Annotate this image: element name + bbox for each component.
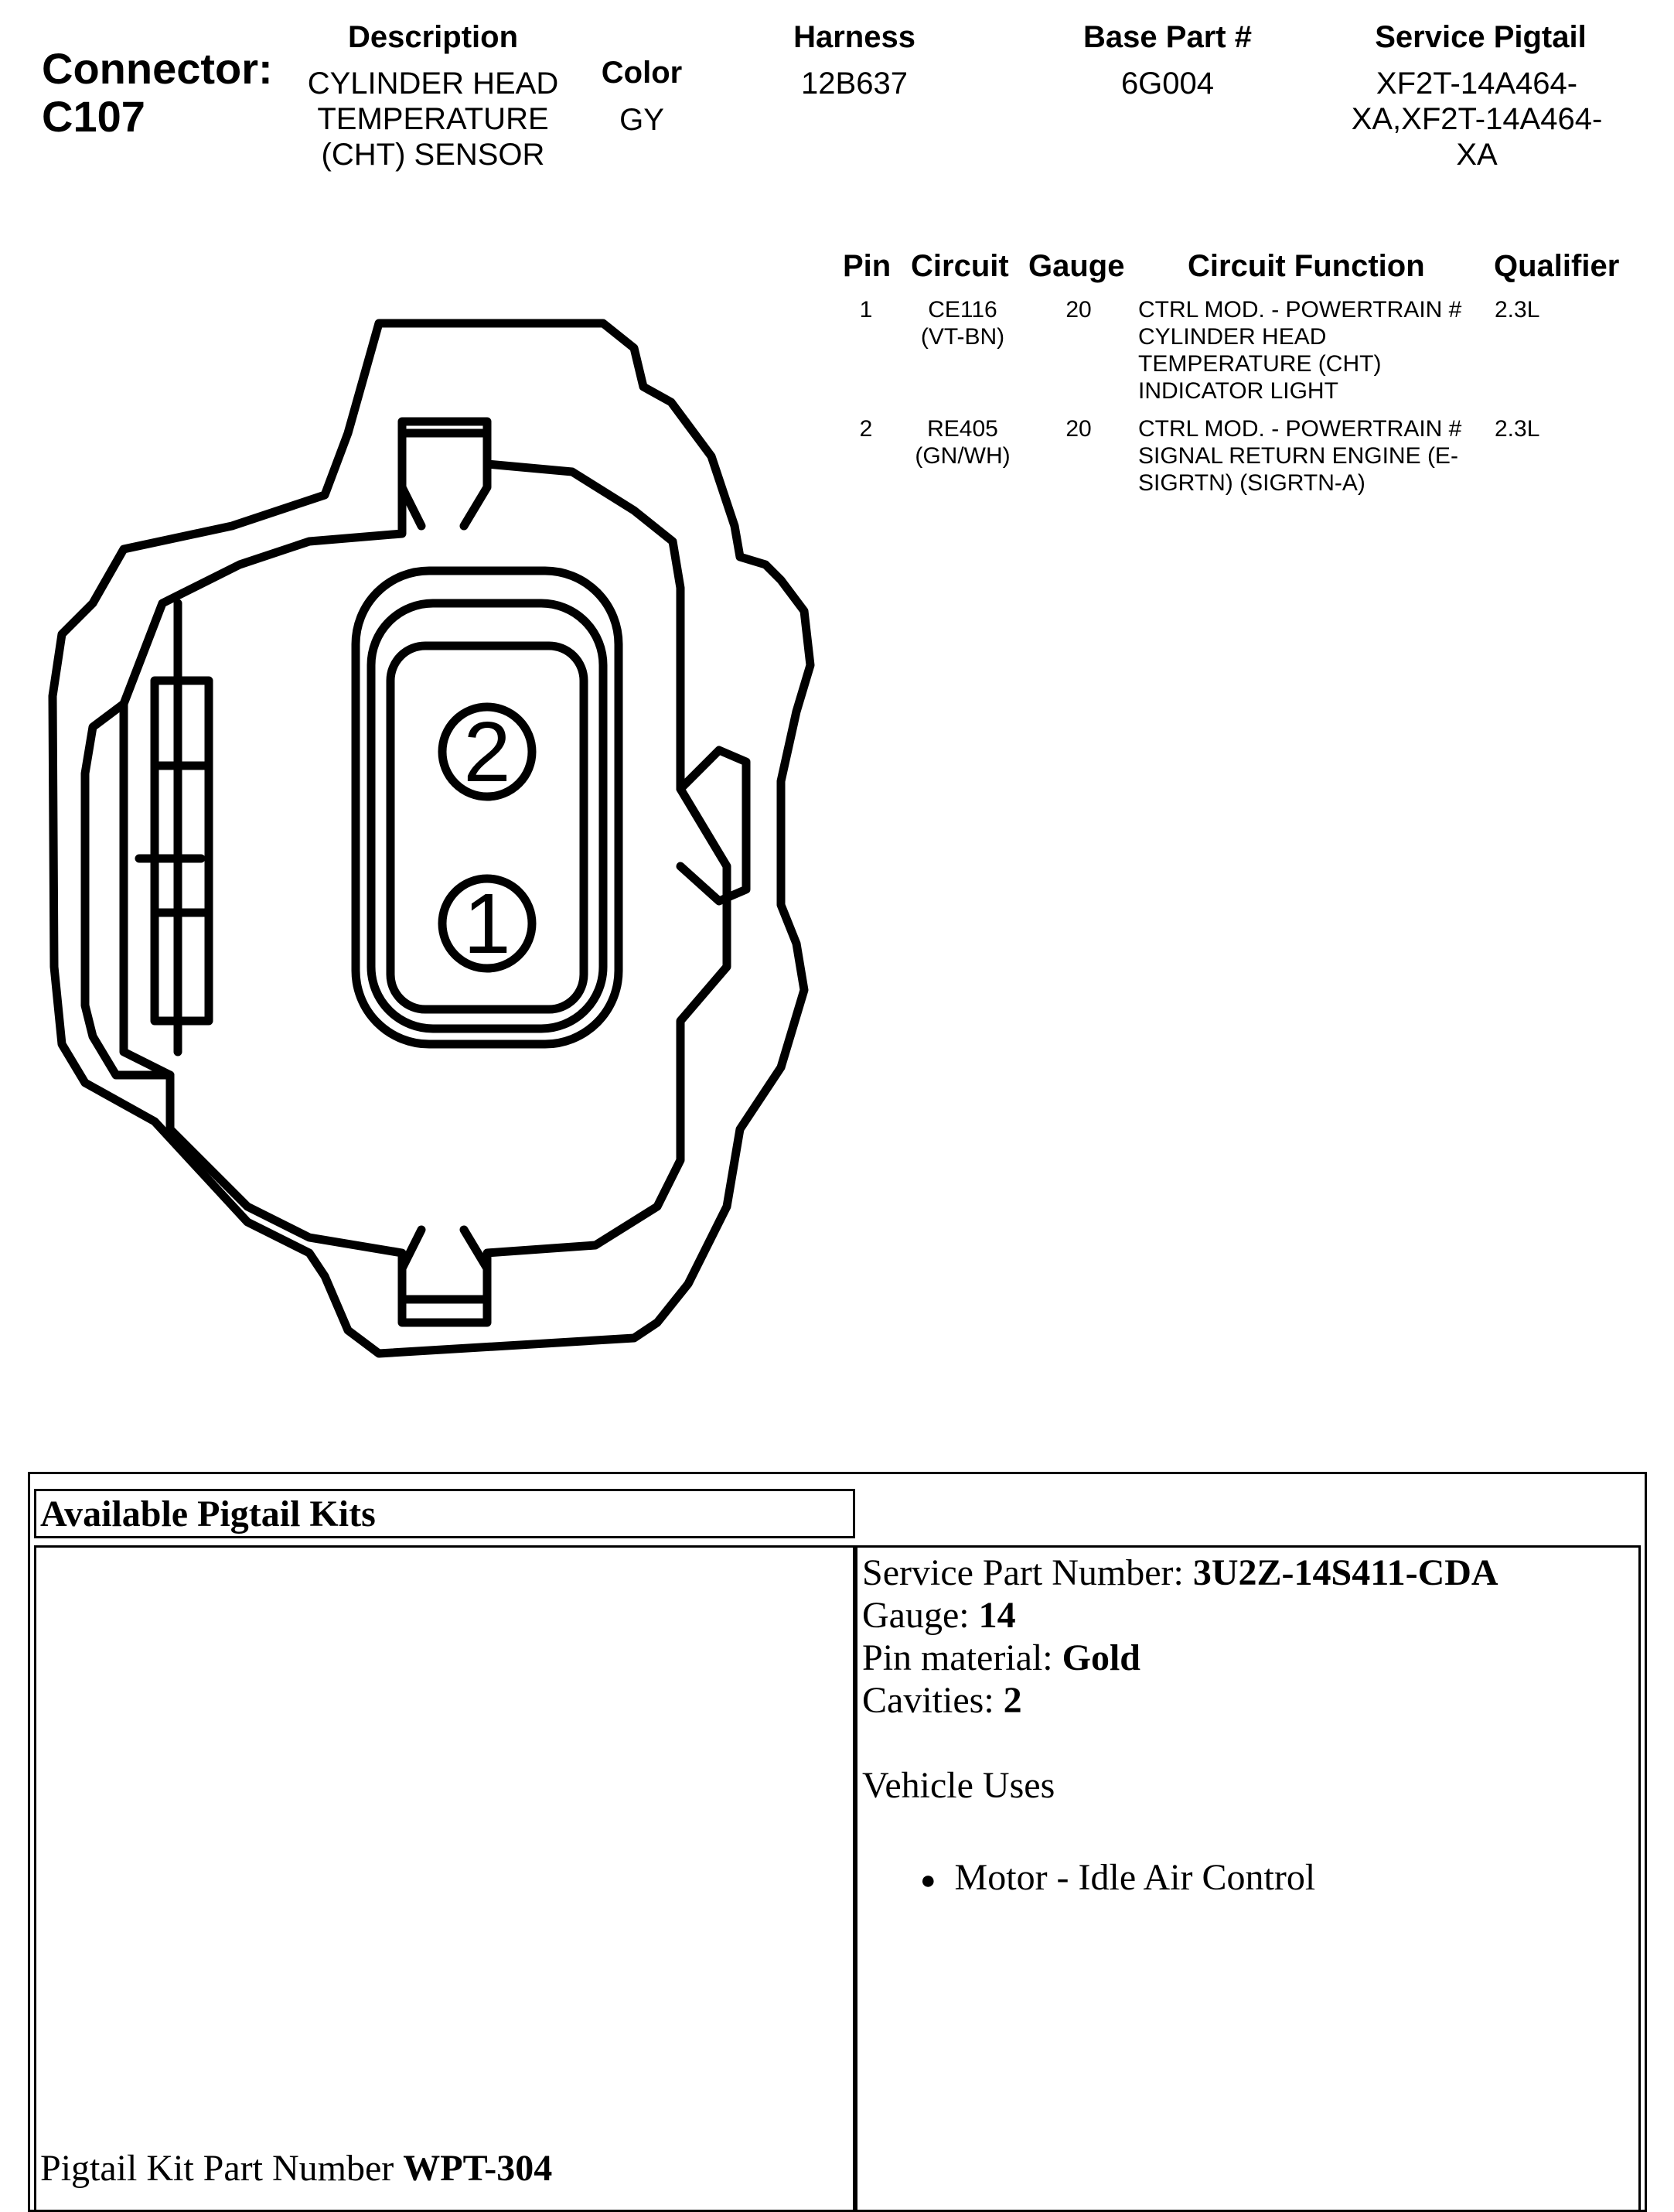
row2-pin: 2 <box>859 416 873 442</box>
cavities-label: Cavities: <box>862 1680 1004 1721</box>
pin-material-value: Gold <box>1062 1637 1140 1678</box>
circuit-header: Circuit <box>911 249 1009 283</box>
pigtail-kit-part-label: Pigtail Kit Part Number <box>40 2148 404 2189</box>
row2-function: CTRL MOD. - POWERTRAIN # SIGNAL RETURN ENGINE (E-SIGRTN) (SIGRTN-A) <box>1138 416 1462 496</box>
pin-material-label: Pin material: <box>862 1637 1062 1678</box>
color-label: Color <box>601 56 683 90</box>
description-label: Description <box>347 20 519 54</box>
description-value: CYLINDER HEAD TEMPERATURE (CHT) SENSOR <box>307 67 559 172</box>
qualifier-header: Qualifier <box>1494 249 1620 283</box>
row2-circuit-code: RE405 <box>927 416 998 442</box>
connector-title <box>42 45 297 141</box>
kit-gauge-label: Gauge: <box>862 1595 979 1636</box>
harness-value: 12B637 <box>801 67 908 101</box>
row2-circuit-color: (GN/WH) <box>915 443 1011 469</box>
kit-gauge-value: 14 <box>978 1595 1016 1636</box>
service-part-value: 3U2Z-14S411-CDA <box>1192 1552 1498 1593</box>
base-part-value: 6G004 <box>1120 67 1215 101</box>
bullet-icon: ● <box>920 1866 936 1896</box>
service-pigtail-label: Service Pigtail <box>1375 20 1587 54</box>
circuit-function-header: Circuit Function <box>1188 249 1425 283</box>
pin-2-label: 2 <box>463 705 511 800</box>
connector-label: Connector: <box>42 44 273 93</box>
row1-qualifier: 2.3L <box>1495 297 1540 323</box>
base-part-label: Base Part # <box>1083 20 1252 54</box>
cavities-value: 2 <box>1003 1680 1022 1721</box>
service-part-label: Service Part Number: <box>862 1552 1193 1593</box>
connector-outer-shell <box>53 323 810 1353</box>
service-pigtail-value: XF2T-14A464-XA,XF2T-14A464-XA <box>1351 67 1603 172</box>
pin-1-label: 1 <box>463 876 511 971</box>
row1-gauge: 20 <box>1065 297 1092 323</box>
row1-circuit-code: CE116 <box>928 297 997 323</box>
row2-circuit <box>897 415 1028 469</box>
row1-pin: 1 <box>859 297 873 323</box>
vehicle-uses-list <box>920 1856 1315 1902</box>
connector-bottom-key <box>402 1230 487 1323</box>
pigtail-kit-left-cell <box>34 1545 855 2212</box>
harness-label: Harness <box>793 20 915 54</box>
vehicle-uses-label: Vehicle Uses <box>862 1765 1055 1806</box>
pigtail-kits-title: Available Pigtail Kits <box>40 1493 376 1534</box>
connector-id: C107 <box>42 92 145 141</box>
gauge-header: Gauge <box>1028 249 1125 283</box>
connector-right-tab <box>680 750 746 901</box>
service-part-number <box>862 1551 1498 1594</box>
color-value: GY <box>619 103 664 137</box>
pin-header: Pin <box>843 249 892 283</box>
pigtail-kit-part-value: WPT-304 <box>403 2148 553 2189</box>
row2-qualifier: 2.3L <box>1495 416 1540 442</box>
pigtail-kit-details <box>862 1551 1498 1807</box>
row1-circuit-color: (VT-BN) <box>920 324 1005 350</box>
vehicle-use-text: Motor - Idle Air Control <box>954 1857 1316 1898</box>
row2-gauge: 20 <box>1065 416 1092 442</box>
connector-top-key <box>402 433 487 526</box>
cavities <box>862 1679 1498 1722</box>
kit-gauge <box>862 1594 1498 1637</box>
pigtail-kit-part-number <box>40 2147 552 2190</box>
pin-material <box>862 1637 1498 1679</box>
vehicle-use-item <box>920 1856 1315 1902</box>
row1-circuit <box>897 296 1028 350</box>
row1-function: CTRL MOD. - POWERTRAIN # CYLINDER HEAD TEMPERATURE (CHT) INDICATOR LIGHT <box>1138 297 1462 404</box>
connector-diagram <box>0 294 851 1392</box>
